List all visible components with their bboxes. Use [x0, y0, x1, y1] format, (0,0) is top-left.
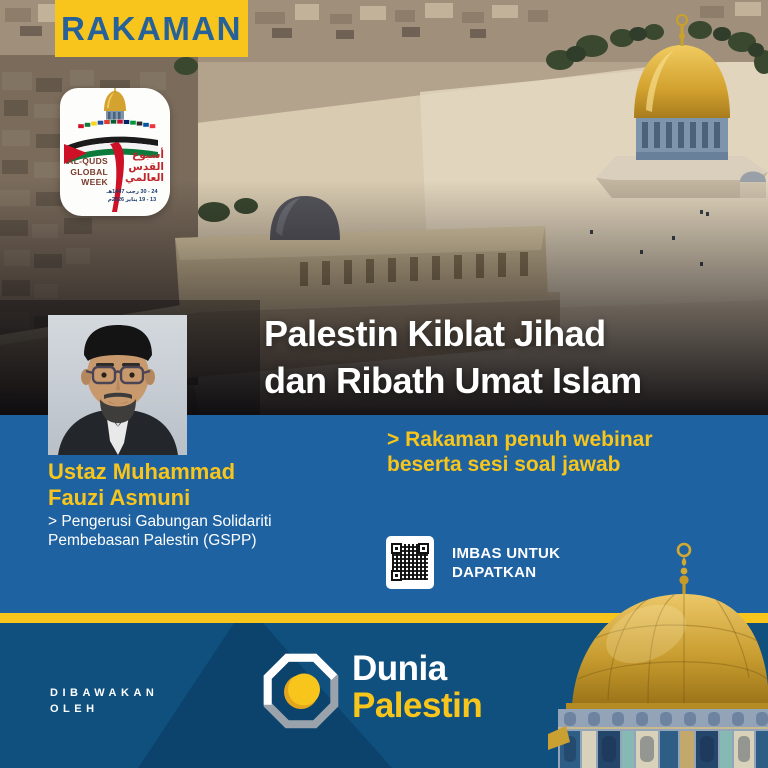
badge-arabic-title: أسبوع القدس العالمي [124, 149, 164, 184]
dome-of-the-rock-cutout [548, 538, 768, 768]
brand-name-line1: Dunia [352, 649, 447, 688]
speaker-photo [48, 315, 187, 455]
octagon-logo-icon [263, 653, 339, 729]
brand-name-line2: Palestin [352, 686, 483, 725]
qr-finder-icon [391, 543, 402, 554]
poster-title-line2: dan Ribath Umat Islam [264, 360, 642, 401]
golden-dome-illustration [548, 538, 768, 768]
qr-pattern [392, 544, 428, 580]
speaker-role: > Pengerusi Gabungan Solidariti Pembebasan Palestin (GSPP) [48, 513, 272, 549]
dunia-palestin-logo [263, 653, 339, 729]
poster-title-line1: Palestin Kiblat Jihad [264, 313, 606, 354]
rakaman-banner-label: RAKAMAN [61, 9, 242, 47]
speaker-name: Ustaz Muhammad Fauzi Asmuni [48, 459, 236, 510]
badge-dates: 24 - 30 رجب 1447هـ 13 - 19 يناير 2026م [106, 189, 158, 203]
brand-name [352, 650, 482, 724]
promo-text: > Rakaman penuh webinar beserta sesi soal jawab [387, 428, 653, 476]
speaker-portrait-illustration [48, 315, 187, 455]
poster-title [264, 310, 642, 404]
qr-finder-icon [391, 570, 402, 581]
rakaman-banner [55, 0, 248, 57]
presented-by-label: DIBAWAKAN OLEH [50, 687, 159, 715]
qr-finder-icon [418, 543, 429, 554]
alquds-global-week-badge [60, 88, 170, 216]
qr-label: IMBAS UNTUK DAPATKAN [452, 545, 561, 581]
qr-code [386, 536, 434, 589]
badge-english-title: AL-QUDS GLOBAL WEEK [67, 156, 108, 187]
